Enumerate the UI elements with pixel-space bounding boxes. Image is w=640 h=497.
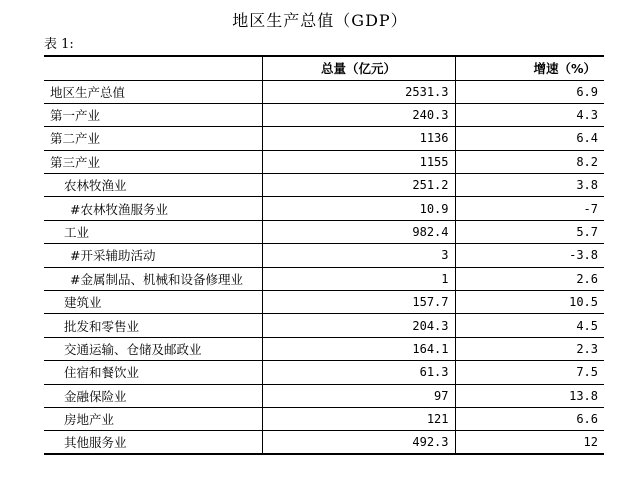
table-header [44, 56, 604, 80]
row-name: 第一产业 [44, 103, 262, 126]
row-growth: 6.4 [455, 127, 604, 150]
row-total: 251.2 [262, 174, 455, 197]
row-growth: 5.7 [455, 220, 604, 243]
row-name: 地区生产总值 [44, 80, 262, 103]
table-row [44, 127, 604, 150]
table-row [44, 197, 604, 220]
row-name: 工业 [44, 220, 262, 243]
row-growth: 4.5 [455, 314, 604, 337]
row-growth: 7.5 [455, 361, 604, 384]
row-total: 3 [262, 244, 455, 267]
row-name: 房地产业 [44, 407, 262, 430]
row-name: 金融保险业 [44, 384, 262, 407]
row-total: 1155 [262, 150, 455, 173]
row-total: 2531.3 [262, 80, 455, 103]
table-row [44, 407, 604, 430]
row-name: 住宿和餐饮业 [44, 361, 262, 384]
table-row [44, 337, 604, 360]
row-name: 交通运输、仓储及邮政业 [44, 337, 262, 360]
row-growth: 2.6 [455, 267, 604, 290]
row-total: 61.3 [262, 361, 455, 384]
table-row [44, 431, 604, 454]
table-body [44, 80, 604, 454]
row-growth: 10.5 [455, 291, 604, 314]
row-growth: 6.6 [455, 407, 604, 430]
header-growth: 增速（%） [455, 56, 604, 80]
row-name: 农林牧渔业 [44, 174, 262, 197]
row-growth: 2.3 [455, 337, 604, 360]
header-name [44, 56, 262, 80]
row-growth: 13.8 [455, 384, 604, 407]
table-row [44, 291, 604, 314]
row-growth: -7 [455, 197, 604, 220]
row-growth: 6.9 [455, 80, 604, 103]
table-row [44, 220, 604, 243]
row-name: #农林牧渔服务业 [44, 197, 262, 220]
row-name: 建筑业 [44, 291, 262, 314]
table-row [44, 267, 604, 290]
row-total: 492.3 [262, 431, 455, 454]
row-name: 第三产业 [44, 150, 262, 173]
header-row [44, 56, 604, 80]
row-name: #开采辅助活动 [44, 244, 262, 267]
table-row [44, 150, 604, 173]
table-label: 表 1: [44, 37, 74, 52]
table-row [44, 314, 604, 337]
table-row [44, 361, 604, 384]
table-row [44, 103, 604, 126]
document-title: 地区生产总值（GDP） [232, 11, 408, 30]
row-name: 第二产业 [44, 127, 262, 150]
row-total: 164.1 [262, 337, 455, 360]
row-growth: -3.8 [455, 244, 604, 267]
table-row [44, 244, 604, 267]
row-name: 批发和零售业 [44, 314, 262, 337]
row-growth: 8.2 [455, 150, 604, 173]
header-total: 总量（亿元） [262, 56, 455, 80]
row-total: 204.3 [262, 314, 455, 337]
gdp-table [44, 55, 604, 455]
row-name: #金属制品、机械和设备修理业 [44, 267, 262, 290]
row-name: 其他服务业 [44, 431, 262, 454]
row-total: 97 [262, 384, 455, 407]
row-total: 240.3 [262, 103, 455, 126]
row-total: 157.7 [262, 291, 455, 314]
row-growth: 4.3 [455, 103, 604, 126]
table-row [44, 384, 604, 407]
row-growth: 3.8 [455, 174, 604, 197]
row-total: 121 [262, 407, 455, 430]
row-total: 1136 [262, 127, 455, 150]
row-total: 982.4 [262, 220, 455, 243]
table-row [44, 174, 604, 197]
table-row [44, 80, 604, 103]
row-total: 10.9 [262, 197, 455, 220]
row-total: 1 [262, 267, 455, 290]
row-growth: 12 [455, 431, 604, 454]
